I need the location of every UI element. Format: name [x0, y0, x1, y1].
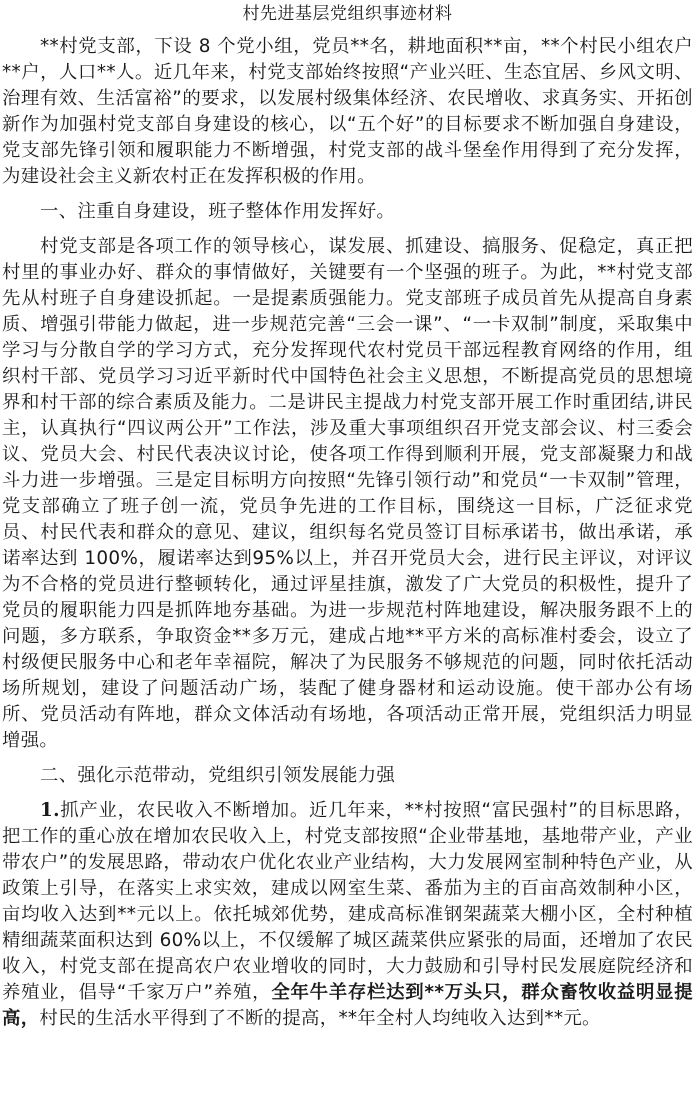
section-2-heading: 二、强化示范带动，党组织引领发展能力强	[40, 765, 396, 786]
section-1-heading: 一、注重自身建设，班子整体作用发挥好。	[40, 201, 396, 222]
item-bold-text: 全年牛羊存栏达到**万头只，群众畜牧收益明显提高，	[2, 982, 693, 1029]
item-end: 村民的生活水平得到了不断的提高，**年全村人均纯收入达到**元。	[39, 1008, 601, 1029]
section-2-item-1-paragraph	[2, 798, 693, 1032]
section-1-paragraph: 村党支部是各项工作的领导核心，谋发展、抓建设、搞服务、促稳定，真正把村里的事业办好、群众的事情做好，关键要有一个坚强的班子。为此，**村党支部先从村班子自身建设抓起。一是提素质强能力。党支部班子成员首先从提高自身素质、增强引带能力做起，进一步规范完善“三会一课”、“一卡双制”制度，采取集中学习与分散自学的学习方式，充分发挥现代农村党员干部远程教育网络的作用，组织村干部、党员学习习近平新时代中国特色社会主义思想，不断提高党员的思想境界和村干部的综合素质及能力。二是讲民主提战力村党支部开展工作时重团结,讲民主，认真执行“四议两公开”工作法，涉及重大事项组织召开党支部会议、村三委会议、党员大会、村民代表决议讨论，使各项工作得到顺利开展，党支部凝聚力和战斗力进一步增强。三是定目标明方向按照“先锋引领行动”和党员“一卡双制”管理，党支部确立了班子创一流，党员争先进的工作目标，围绕这一目标，广泛征求党员、村民代表和群众的意见、建议，组织每名党员签订目标承诺书，做出承诺，承诺率达到 100%，履诺率达到95%以上，并召开党员大会，进行民主评议，对评议为不合格的党员进行整顿转化，通过评星挂旗，激发了广大党员的积极性，提升了党员的履职能力四是抓阵地夯基础。为进一步规范村阵地建设，解决服务跟不上的问题，多方联系，争取资金**多万元，建成占地**平方米的高标准村委会，设立了村级便民服务中心和老年幸福院，解决了为民服务不够规范的问题，同时依托活动场所规划，建设了问题活动广场，装配了健身器材和运动设施。使干部办公有场所、党员活动有阵地，群众文体活动有场地，各项活动正常开展，党组织活力明显增强。	[2, 236, 693, 751]
intro-paragraph: **村党支部，下设 8 个党小组，党员**名，耕地面积**亩，**个村民小组农户**户，人口**人。近几年来，村党支部始终按照“产业兴旺、生态宜居、乡风文明、治理有效、生活富裕”的要求，以发展村级集体经济、农民增收、求真务实、开拓创新作为加强村党支部自身建设的核心，以“五个好”的目标要求不断加强自身建设，党支部先锋引领和履职能力不断增强，村党支部的战斗堡垒作用得到了充分发挥，为建设社会主义新农村正在发挥积极的作用。	[2, 36, 693, 187]
item-body: 近几年来，**村按照“富民强村”的目标思路，把工作的重心放在增加农民收入上，村党支部按照“企业带基地，基地带产业，产业带农户”的发展思路，带动农户优化农业产业结构，大力发展网室制种特色产业，从政策上引导，在落实上求实效，建成以网室生菜、番茄为主的百亩高效制种小区，亩均收入达到**元以上。依托城郊优势，建成高标准钢架蔬菜大棚小区，全村种植精细蔬菜面积达到 60%以上，不仅缓解了城区蔬菜供应紧张的局面，还增加了农民收入，村党支部在提高农户农业增收的同时，大力鼓励和引导村民发展庭院经济和养殖业，倡导“千家万户”养殖，	[2, 800, 693, 1003]
page-title: 村先进基层党组织事迹材料	[242, 4, 453, 24]
item-lead: 抓产业，农民收入不断增加。	[59, 800, 310, 821]
item-number: 1.	[40, 800, 60, 821]
